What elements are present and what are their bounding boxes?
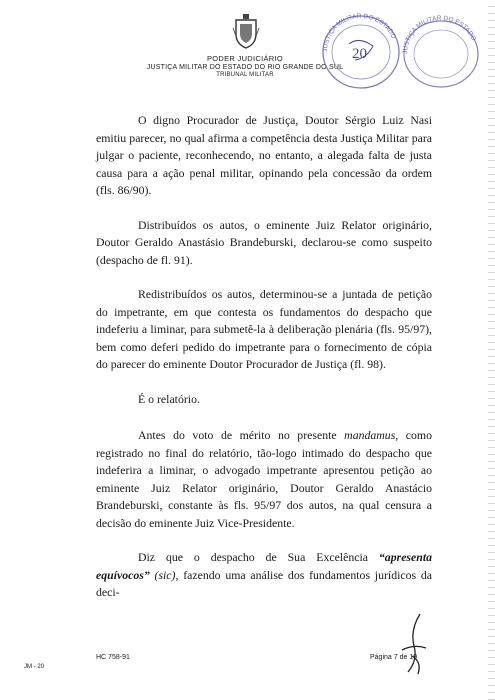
header-line2: JUSTIÇA MILITAR DO ESTADO DO RIO GRANDE DO SUL — [146, 63, 344, 71]
svg-text:JUSTIÇA MILITAR DO ESTADO: JUSTIÇA MILITAR DO ESTADO — [321, 12, 398, 53]
paragraph: Distribuídos os autos, o eminente Juiz Relator originário, Doutor Geraldo Anastásio Brandeburski, declarou-se como suspeito (despacho de fl. 91). — [96, 217, 432, 267]
header-line3: TRIBUNAL MILITAR — [216, 71, 274, 78]
paragraph-despacho: Diz que o despacho de Sua Excelência “apresenta equívocos” (sic), fazendo uma análise dos fundamentos jurídicos da deci- — [96, 550, 432, 599]
signature-mark — [392, 610, 432, 680]
case-reference: HC 758-91 — [96, 654, 130, 661]
scan-edge — [488, 0, 495, 700]
paragraph: Redistribuídos os autos, determinou-se a juntada de petição do impetrante, em que contesta os fundamentos do despacho que indeferiu a liminar, para submetê-la à deliberação plenária (fls. 95/97), bem como deferi pedido do impetrante para o fornecimento de cópia do parecer do eminente Doutor Procurador de Justiça (fl. 98). — [96, 287, 432, 371]
header-line1: PODER JUDICIÁRIO — [206, 54, 284, 63]
paragraph-mandamus: Antes do voto de mérito no presente mandamus, como registrado no final do relatório, tão-logo intimado do despacho que indeferira a liminar, o advogado impetrante apresentou petição ao eminente Juiz Relator originário, Doutor Geraldo Anastácio Brandeburski, constante às fls. 95/97 dos autos, na qual censura a decisão do eminente Juiz Vice-Presidente. — [96, 428, 433, 530]
margin-code: JM - 20 — [24, 664, 45, 670]
paragraph: É o relatório. — [138, 391, 200, 406]
document-body — [96, 112, 432, 619]
page-number: Página 7 de 19 — [370, 654, 418, 661]
paragraph: O digno Procurador de Justiça, Doutor Sérgio Luiz Nasi emitiu parecer, no qual afirma a competência desta Justiça Militar para julgar o paciente, reconhecendo, no entanto, a alegada falta de justa causa para a ação penal militar, opinando pela concessão da ordem (fls. 86/90). — [96, 113, 432, 197]
official-stamp — [315, 8, 480, 90]
svg-text:JUSTIÇA MILITAR DO ESTADO: JUSTIÇA MILITAR DO ESTADO — [401, 14, 478, 55]
stamp-number: 20 — [352, 46, 367, 62]
coat-of-arms-icon — [232, 14, 260, 50]
